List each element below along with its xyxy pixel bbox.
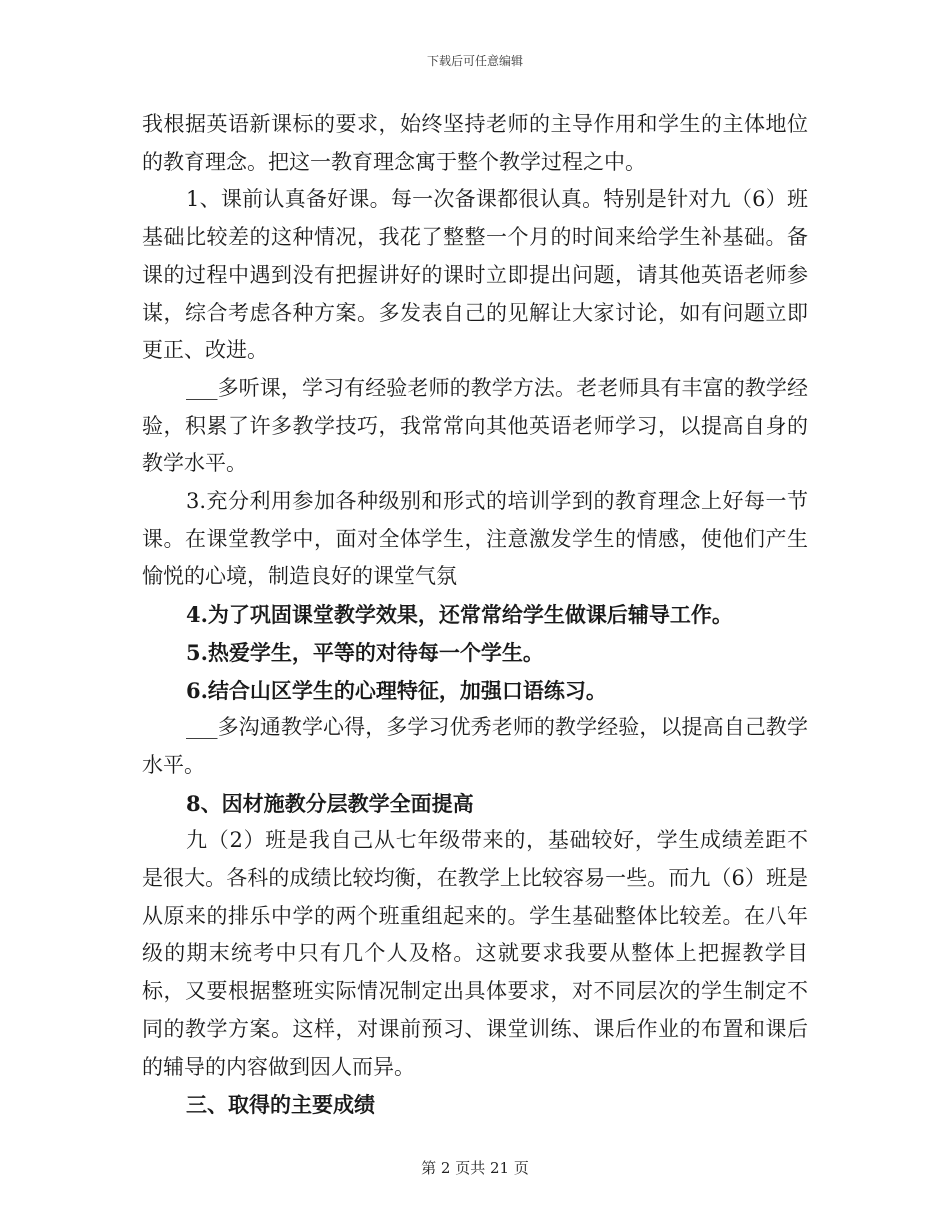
paragraph-item-4: 4.为了巩固课堂教学效果，还常常给学生做课后辅导工作。 — [186, 602, 733, 628]
document-body — [142, 106, 808, 1124]
page-footer: 第 2 页共 21 页 — [421, 1159, 529, 1177]
paragraph-item-6: 6.结合山区学生的心理特征，加强口语练习。 — [186, 677, 607, 703]
paragraph-item-8-heading: 8、因材施教分层教学全面提高 — [186, 790, 474, 816]
section-heading-achievements: 三、取得的主要成绩 — [186, 1092, 375, 1118]
page-header: 下载后可任意编辑 — [426, 54, 523, 68]
paragraph-item-3: 3.充分利用参加各种级别和形式的培训学到的教育理念上好每一节课。在课堂教学中，面对全体学生，注意激发学生的情感，使他们产生愉悦的心境，制造良好的课堂气氛 — [142, 489, 808, 589]
paragraph-item-2: ___多听课，学习有经验老师的教学方法。老老师具有丰富的教学经验，积累了许多教学技巧，我常常向其他英语老师学习，以提高自身的教学水平。 — [142, 375, 808, 476]
paragraph-intro: 我根据英语新课标的要求，始终坚持老师的主导作用和学生的主体地位的教育理念。把这一教育理念寓于整个教学过程之中。 — [142, 112, 808, 174]
paragraph-item-1: 1、课前认真备好课。每一次备课都很认真。特别是针对九（6）班基础比较差的这种情况，我花了整整一个月的时间来给学生补基础。备课的过程中遇到没有把握讲好的课时立即提出问题，请其他英语老师参谋，综合考虑各种方案。多发表自己的见解让大家讨论，如有问题立即更正、改进。 — [142, 187, 808, 363]
paragraph-item-7: ___多沟通教学心得，多学习优秀老师的教学经验，以提高自己教学水平。 — [142, 715, 808, 777]
paragraph-item-5: 5.热爱学生，平等的对待每一个学生。 — [186, 639, 544, 665]
paragraph-item-8-body: 九（2）班是我自己从七年级带来的，基础较好，学生成绩差距不是很大。各科的成绩比较均衡，在教学上比较容易一些。而九（6）班是从原来的排乐中学的两个班重组起来的。学生基础整体比较差。在八年级的期末统考中只有几个人及格。这就要求我要从整体上把握教学目标，又要根据整班实际情况制定出具体要求，对不同层次的学生制定不同的教学方案。这样，对课前预习、课堂训练、课后作业的布置和课后的辅导的内容做到因人而异。 — [142, 828, 808, 1079]
